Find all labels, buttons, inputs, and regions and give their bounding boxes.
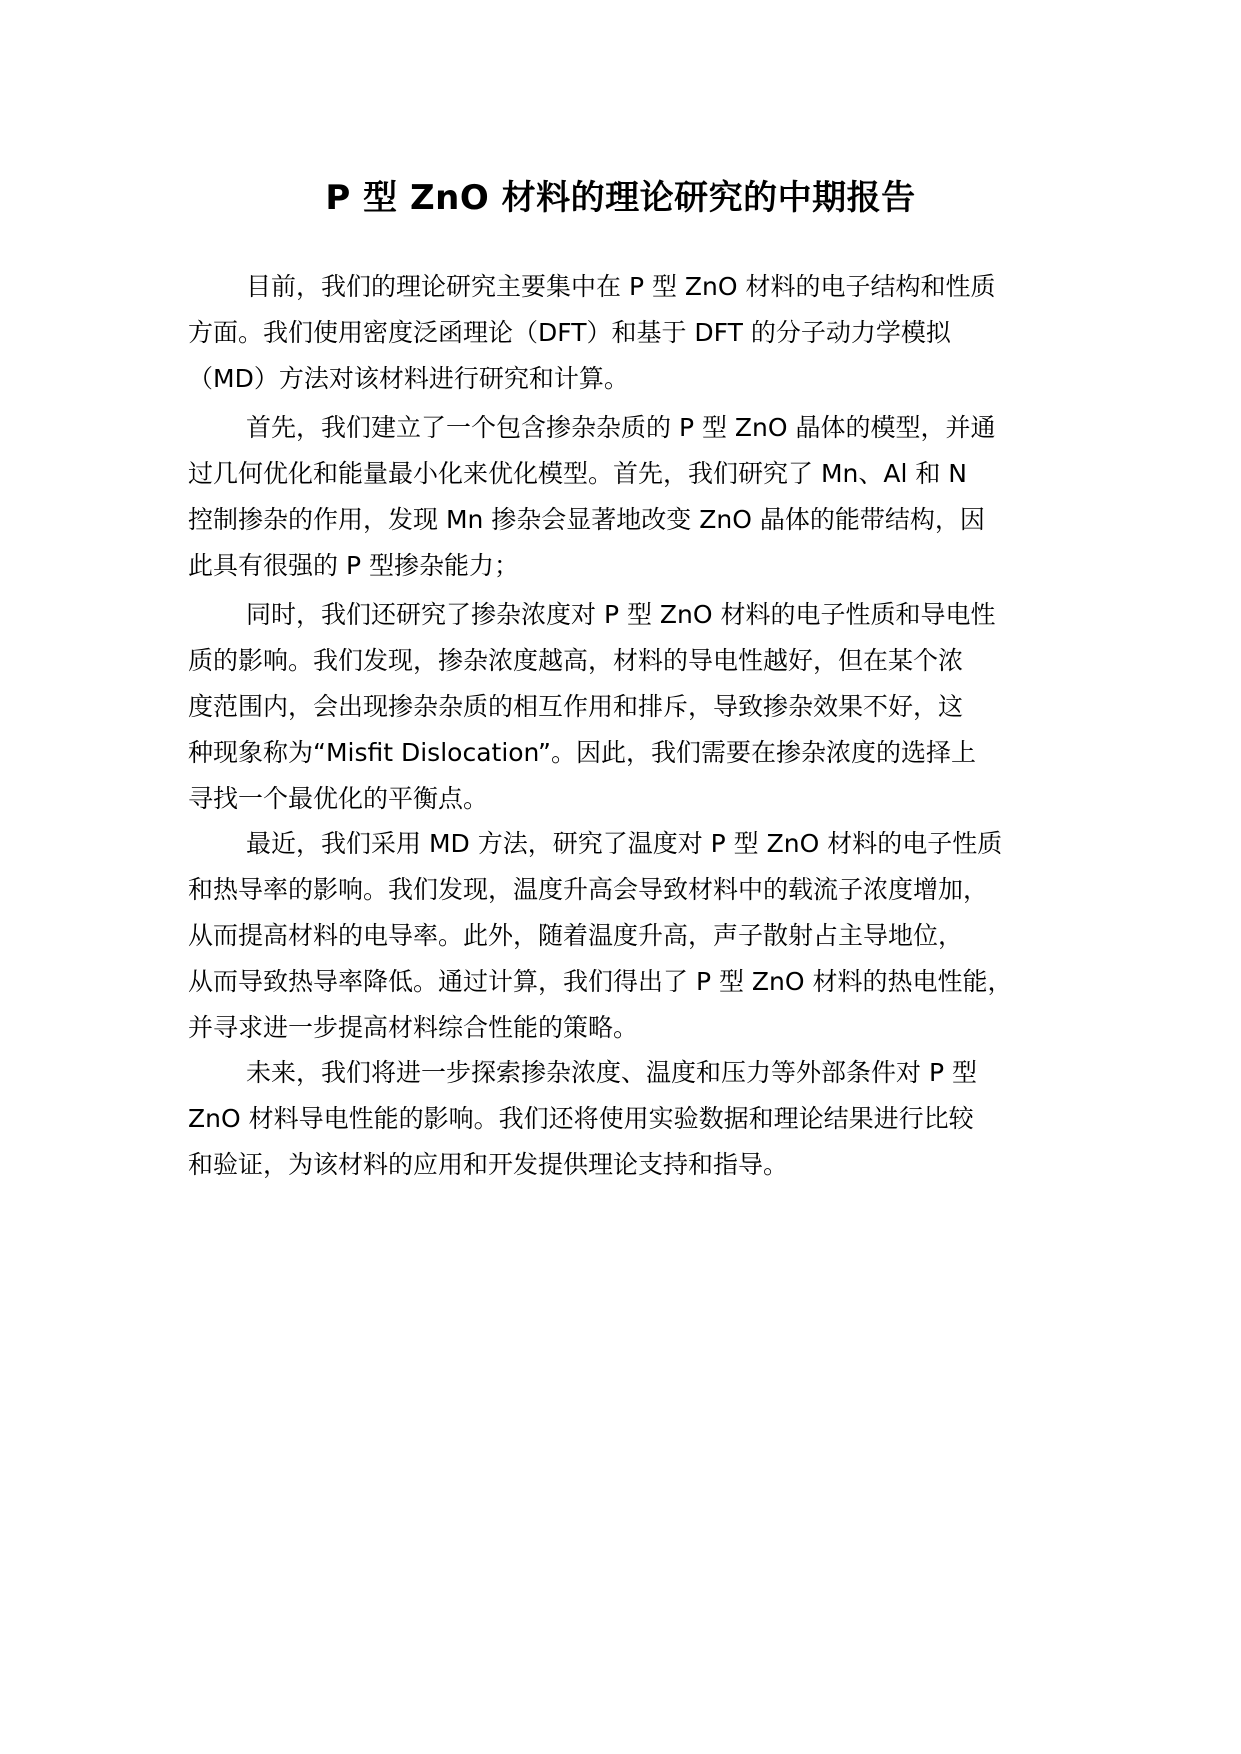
paragraph-3 <box>188 592 1088 822</box>
paragraph-line: 和验证，为该材料的应用和开发提供理论支持和指导。 <box>188 1150 789 1179</box>
paragraph-line: 并寻求进一步提高材料综合性能的策略。 <box>188 1013 639 1042</box>
paragraph-line: 寻找一个最优化的平衡点。 <box>188 784 489 813</box>
paragraph-line: 和热导率的影响。我们发现，温度升高会导致材料中的载流子浓度增加， <box>188 875 989 904</box>
paragraph-line: 最近，我们采用 MD 方法，研究了温度对 P 型 ZnO 材料的电子性质 <box>246 829 1003 858</box>
paragraph-line: 同时，我们还研究了掺杂浓度对 P 型 ZnO 材料的电子性质和导电性 <box>246 600 996 629</box>
document-title: P 型 ZnO 材料的理论研究的中期报告 <box>325 178 916 218</box>
paragraph-line: 方面。我们使用密度泛函理论（DFT）和基于 DFT 的分子动力学模拟 <box>188 318 951 347</box>
paragraph-line: 种现象称为“Misfit Dislocation”。因此，我们需要在掺杂浓度的选择上 <box>188 738 976 767</box>
paragraph-2 <box>188 405 1088 589</box>
paragraph-4 <box>188 821 1088 1051</box>
paragraph-line: 质的影响。我们发现，掺杂浓度越高，材料的导电性越好，但在某个浓 <box>188 646 964 675</box>
paragraph-line: 从而导致热导率降低。通过计算，我们得出了 P 型 ZnO 材料的热电性能， <box>188 967 1013 996</box>
paragraph-line: 未来，我们将进一步探索掺杂浓度、温度和压力等外部条件对 P 型 <box>246 1058 977 1087</box>
paragraph-line: ZnO 材料导电性能的影响。我们还将使用实验数据和理论结果进行比较 <box>188 1104 974 1133</box>
paragraph-line: 过几何优化和能量最小化来优化模型。首先，我们研究了 Mn、Al 和 N <box>188 459 968 488</box>
paragraph-line: 控制掺杂的作用，发现 Mn 掺杂会显著地改变 ZnO 晶体的能带结构，因 <box>188 505 985 534</box>
paragraph-line: （MD）方法对该材料进行研究和计算。 <box>188 364 629 393</box>
paragraph-line: 从而提高材料的电导率。此外，随着温度升高，声子散射占主导地位， <box>188 921 964 950</box>
paragraph-1 <box>188 264 1088 402</box>
paragraph-line: 度范围内，会出现掺杂杂质的相互作用和排斥，导致掺杂效果不好，这 <box>188 692 964 721</box>
paragraph-line: 目前，我们的理论研究主要集中在 P 型 ZnO 材料的电子结构和性质 <box>246 272 996 301</box>
paragraph-5 <box>188 1050 1088 1188</box>
paragraph-line: 首先，我们建立了一个包含掺杂杂质的 P 型 ZnO 晶体的模型，并通 <box>246 413 996 442</box>
paragraph-line: 此具有很强的 P 型掺杂能力； <box>188 551 519 580</box>
